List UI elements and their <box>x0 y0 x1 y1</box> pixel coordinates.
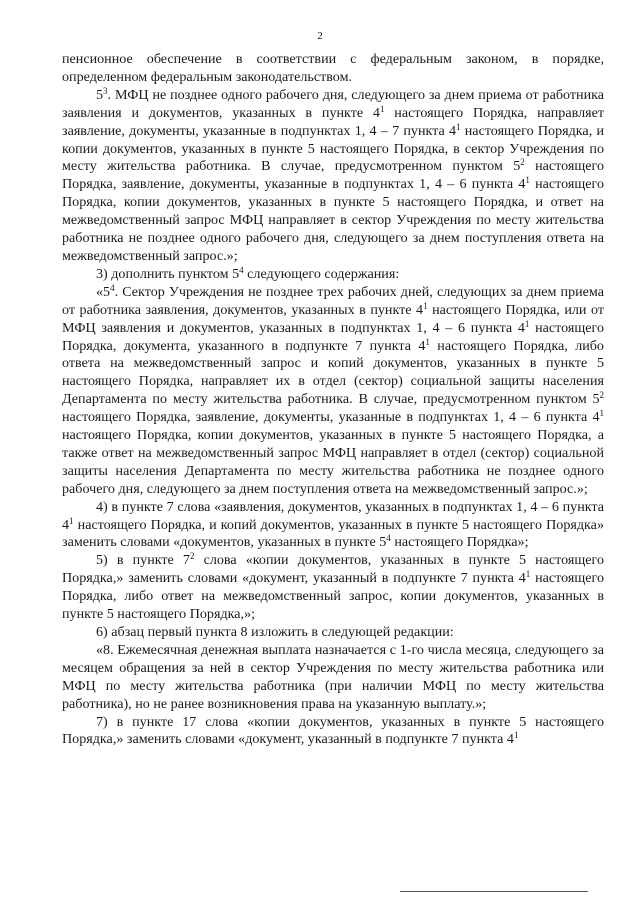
paragraph-8-new-text: «8. Ежемесячная денежная выплата назначается с 1-го числа месяца, следующего за месяцем обращения за ней в сектор Учреждения по месту жительства работника или МФЦ по месту жительства работника (при наличии МФЦ по месту жительства работника), но не ранее возникновения права на указанную выплату.»; <box>62 641 604 712</box>
page-number: 2 <box>317 30 323 42</box>
paragraph-5-4: «$5^4$. Сектор Учреждения не позднее трех рабочих дней, следующих за днем приема от работника заявления, документов, указанных в пункте $4^1$ настоящего Порядка, или от МФЦ заявления и документов, указанных в подпунктах 1, 4 – 6 пункта $4^1$ настоящего Порядка, документа, указанного в подпункте 7 пункта $4^1$ настоящего Порядка, либо ответа на межведомственный запрос и копий документов, указанных в пункте 5 настоящего Порядка, направляет их в отдел (сектор) социальной защиты населения Департамента по месту жительства работника. В случае, предусмотренном пунктом $5^2$ настоящего Порядка, заявление, документы, указанные в подпунктах 1, 4 – 6 пункта $4^1$ настоящего Порядка, копии документов, указанных в пункте 5 настоящего Порядка, а также ответ на межведомственный запрос МФЦ направляет в отдел (сектор) социальной защиты населения Департамента по месту жительства работника не позднее одного рабочего дня, следующего за днем поступления ответа на межведомственный запрос.»; <box>62 282 605 497</box>
paragraph-item-5: 5) в пункте $7^2$ слова «копии документов, указанных в пункте 5 настоящего Порядка,» заменить словами «документ, указанный в подпункте 7 пункта $4^1$ настоящего Порядка, либо ответ на межведомственный запрос, копии документов, указанных в пункте 5 настоящего Порядка,»; <box>62 551 604 623</box>
footer-rule <box>400 891 588 892</box>
paragraph-item-6: 6) абзац первый пункта 8 изложить в следующей редакции: <box>96 624 454 640</box>
paragraph-5-3: $5^3$. МФЦ не позднее одного рабочего дня, следующего за днем приема от работника заявления и документов, указанных в пункте $4^1$ настоящего Порядка, направляет заявление, документы, указанные в подпунктах 1, 4 – 7 пункта $4^1$ настоящего Порядка, и копии документов, указанных в пункте 5 настоящего Порядка, в сектор Учреждения по месту жительства работника. В случае, предусмотренном пунктом $5^2$ настоящего Порядка, заявление, документы, указанные в подпунктах 1, 4 – 6 пункта $4^1$ настоящего Порядка, копии документов, указанных в пункте 5 настоящего Порядка, и ответ на межведомственный запрос МФЦ направляет в сектор Учреждения по месту жительства работника не позднее одного рабочего дня, следующего за днем поступления ответа на межведомственный запрос.»; <box>62 85 604 264</box>
paragraph-item-4: 4) в пункте 7 слова «заявления, документов, указанных в подпунктах 1, 4 – 6 пункта $4^1$ настоящего Порядка, и копий документов, указанных в пункте 5 настоящего Порядка» заменить словами «документов, указанных в пункте $5^4$ настоящего Порядка»; <box>62 498 604 551</box>
document-body <box>62 51 604 749</box>
paragraph-item-3: 3) дополнить пунктом $5^4$ следующего содержания: <box>96 264 400 282</box>
paragraph-item-7: 7) в пункте 17 слова «копии документов, указанных в пункте 5 настоящего Порядка,» заменить словами «документ, указанный в подпункте 7 пункта $4^1$ <box>62 713 604 748</box>
paragraph-continuation: пенсионное обеспечение в соответствии с федеральным законом, в порядке, определенном федеральным законодательством. <box>62 51 604 85</box>
